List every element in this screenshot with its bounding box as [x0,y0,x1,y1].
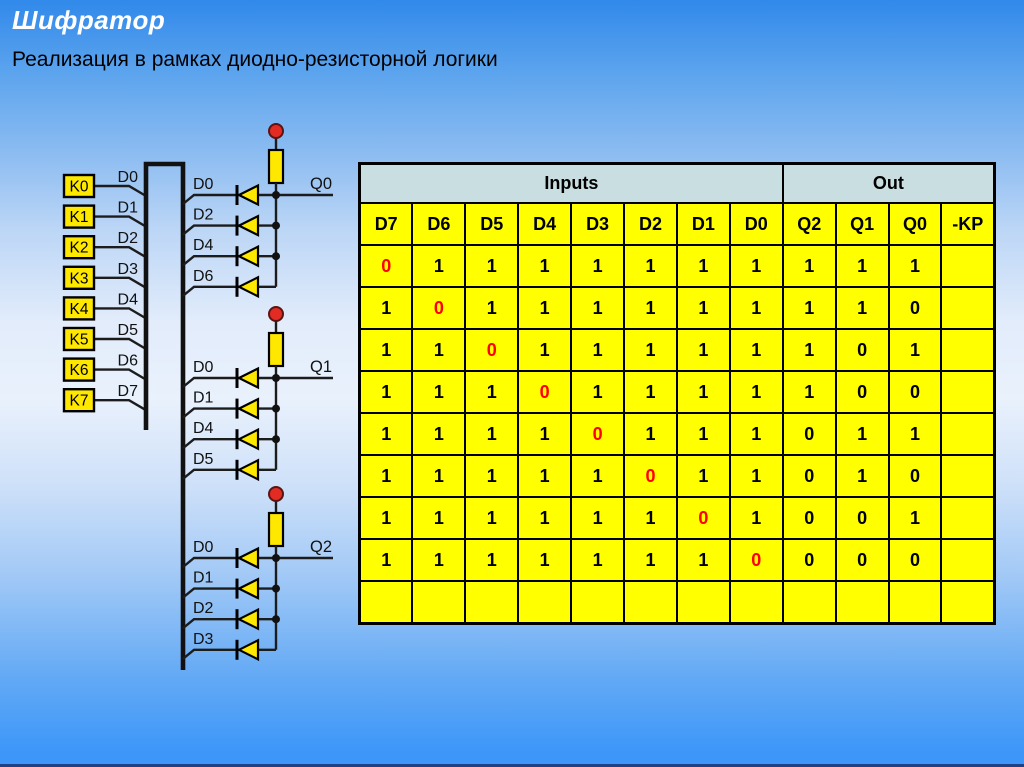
line-label: D0 [193,176,214,193]
table-cell: 1 [465,371,518,413]
table-cell: 1 [730,371,783,413]
wire [94,278,146,288]
circuit-diagram [0,100,360,700]
table-cell: 1 [889,497,942,539]
table-row [360,455,995,497]
table-cell [889,581,942,624]
line-label: D0 [193,359,214,376]
table-cell: 1 [465,497,518,539]
diode-icon [239,277,258,296]
wire [183,470,276,479]
table-cell: 1 [412,329,465,371]
table-row [360,371,995,413]
line-label: D5 [117,322,138,339]
table-cell: 1 [730,497,783,539]
table-cell: 1 [518,413,571,455]
table-cell [941,287,994,329]
table-cell: 1 [677,539,730,581]
table-column-header: D7 [360,203,413,245]
table-cell: 1 [624,371,677,413]
wire [94,339,146,349]
table-row [360,581,995,624]
table-cell: 1 [889,329,942,371]
slide-title: Шифратор [12,5,166,35]
table-cell: 1 [730,413,783,455]
table-cell: 1 [783,245,836,287]
table-column-header: D3 [571,203,624,245]
table-cell: 1 [360,539,413,581]
table-cell: 0 [677,497,730,539]
truth-table-head [360,164,995,246]
table-cell [412,581,465,624]
table-cell [730,581,783,624]
output-label: Q1 [309,358,332,376]
line-label: D0 [117,169,138,186]
table-cell: 1 [412,245,465,287]
wire [94,370,146,380]
table-cell [941,329,994,371]
table-cell: 1 [730,329,783,371]
resistor-icon [269,513,283,546]
wire [94,308,146,318]
table-cell: 1 [624,539,677,581]
table-cell: 1 [783,371,836,413]
input-key-label: K3 [69,270,89,288]
table-cell: 1 [571,371,624,413]
table-cell: 1 [571,287,624,329]
table-cell: 1 [465,245,518,287]
table-cell: 1 [836,245,889,287]
table-column-header: D5 [465,203,518,245]
table-cell: 1 [783,287,836,329]
table-cell: 1 [624,413,677,455]
junction-dot [272,615,280,623]
table-cell: 1 [836,287,889,329]
line-label: D7 [117,383,138,401]
resistor-icon [269,150,283,183]
table-cell: 1 [677,371,730,413]
table-cell: 1 [518,245,571,287]
table-column-header: D2 [624,203,677,245]
wire [183,256,276,265]
table-cell: 1 [571,539,624,581]
table-cell: 1 [624,329,677,371]
table-cell [571,581,624,624]
junction-dot [272,585,280,593]
table-cell: 0 [836,371,889,413]
wire [183,439,276,448]
table-cell: 0 [889,539,942,581]
table-cell: 1 [360,455,413,497]
table-cell: 1 [518,455,571,497]
table-cell: 0 [465,329,518,371]
table-cell [941,413,994,455]
line-label: D2 [117,230,138,248]
line-label: D3 [193,630,214,648]
table-column-header: D4 [518,203,571,245]
line-label: D3 [117,260,138,278]
table-row [360,329,995,371]
diode-icon [239,186,258,205]
table-cell: 0 [730,539,783,581]
diode-icon [239,430,258,449]
table-cell [941,245,994,287]
table-cell: 1 [571,329,624,371]
wire [183,619,276,628]
table-cell: 0 [412,287,465,329]
table-cell [941,581,994,624]
table-column-header: D0 [730,203,783,245]
junction-dot [272,191,280,199]
resistor-icon [269,333,283,366]
table-cell: 1 [624,497,677,539]
table-cell: 1 [677,455,730,497]
junction-dot [272,252,280,260]
wire [94,247,146,257]
table-cell: 0 [889,371,942,413]
input-key-label: K6 [69,362,89,380]
table-cell: 1 [624,245,677,287]
table-cell: 1 [412,371,465,413]
table-cell [783,581,836,624]
line-label: D6 [193,267,214,285]
table-cell: 0 [783,539,836,581]
wire [94,186,146,196]
table-cell [677,581,730,624]
junction-dot [272,222,280,230]
output-label: Q2 [309,538,332,556]
input-key-label: K4 [69,300,89,318]
table-cell: 0 [783,497,836,539]
junction-dot [272,374,280,382]
table-column-header: Q0 [889,203,942,245]
table-cell: 0 [518,371,571,413]
table-cell: 1 [360,413,413,455]
line-label: D4 [117,291,138,309]
table-cell: 1 [889,245,942,287]
table-cell: 0 [889,287,942,329]
table-cell: 0 [889,455,942,497]
line-label: D1 [117,199,138,217]
junction-dot [272,554,280,562]
line-label: D2 [193,600,214,618]
wire [94,217,146,227]
table-cell: 1 [677,245,730,287]
diode-icon [239,640,258,659]
slide-subtitle: Реализация в рамках диодно-резисторной логики [12,48,498,71]
line-label: D5 [193,450,214,468]
table-cell: 0 [571,413,624,455]
diode-icon [239,216,258,235]
table-cell: 1 [518,329,571,371]
diode-icon [239,579,258,598]
table-cell: 0 [836,497,889,539]
table-row [360,539,995,581]
diode-icon [239,247,258,266]
table-column-header: -KP [941,203,994,245]
wire [183,650,276,659]
wire [183,409,276,418]
table-cell: 1 [836,455,889,497]
wire [183,589,276,598]
wire [183,226,276,235]
line-label: D1 [193,389,214,407]
input-key-label: K7 [69,392,89,410]
table-row [360,413,995,455]
table-cell: 1 [836,413,889,455]
output-label: Q0 [309,175,332,193]
power-terminal-icon [269,307,283,321]
line-label: D6 [117,352,138,370]
bus-bar [146,164,183,670]
table-cell: 0 [783,413,836,455]
diode-icon [239,460,258,479]
table-column-header: D6 [412,203,465,245]
table-cell: 1 [465,539,518,581]
table-cell: 1 [571,455,624,497]
table-cell: 1 [412,497,465,539]
table-cell [518,581,571,624]
table-cell: 1 [730,287,783,329]
input-key-label: K1 [69,209,89,227]
table-cell: 0 [360,245,413,287]
table-column-header: Q1 [836,203,889,245]
table-cell: 1 [465,287,518,329]
table-cell [941,455,994,497]
junction-dot [272,405,280,413]
table-cell: 1 [360,497,413,539]
table-cell: 1 [518,497,571,539]
table-cell: 1 [412,455,465,497]
table-cell: 0 [624,455,677,497]
table-cell: 1 [465,455,518,497]
table-cell: 1 [360,329,413,371]
wire [94,400,146,410]
power-terminal-icon [269,487,283,501]
truth-table [358,162,996,625]
table-cell: 1 [571,497,624,539]
table-cell: 1 [624,287,677,329]
table-cell: 1 [412,539,465,581]
table-cell: 1 [730,245,783,287]
table-cell: 0 [783,455,836,497]
diode-icon [239,549,258,568]
table-cell [465,581,518,624]
table-cell [941,539,994,581]
line-label: D2 [193,206,214,224]
table-cell: 1 [465,413,518,455]
table-cell [360,581,413,624]
line-label: D0 [193,539,214,556]
table-cell: 1 [360,371,413,413]
line-label: D1 [193,569,214,587]
table-group-header: Out [783,164,995,204]
power-terminal-icon [269,124,283,138]
line-label: D4 [193,420,214,438]
table-cell: 1 [677,287,730,329]
table-cell [941,497,994,539]
table-cell: 1 [518,539,571,581]
table-cell: 1 [730,455,783,497]
input-key-label: K5 [69,331,89,349]
table-row [360,287,995,329]
line-label: D4 [193,237,214,255]
junction-dot [272,435,280,443]
table-cell [941,371,994,413]
table-cell: 1 [360,287,413,329]
table-row [360,245,995,287]
table-column-header: Q2 [783,203,836,245]
diode-icon [239,399,258,418]
table-cell [836,581,889,624]
truth-table-body [360,245,995,624]
table-cell: 0 [836,329,889,371]
table-cell: 1 [412,413,465,455]
table-cell: 1 [677,329,730,371]
input-key-label: K2 [69,239,89,257]
table-row [360,497,995,539]
table-cell: 1 [889,413,942,455]
table-group-header: Inputs [360,164,783,204]
input-key-label: K0 [69,178,89,196]
table-cell: 1 [677,413,730,455]
diode-icon [239,369,258,388]
diode-icon [239,610,258,629]
table-cell: 0 [836,539,889,581]
table-column-header: D1 [677,203,730,245]
table-cell: 1 [571,245,624,287]
table-cell [624,581,677,624]
table-cell: 1 [783,329,836,371]
table-cell: 1 [518,287,571,329]
wire [183,287,276,296]
